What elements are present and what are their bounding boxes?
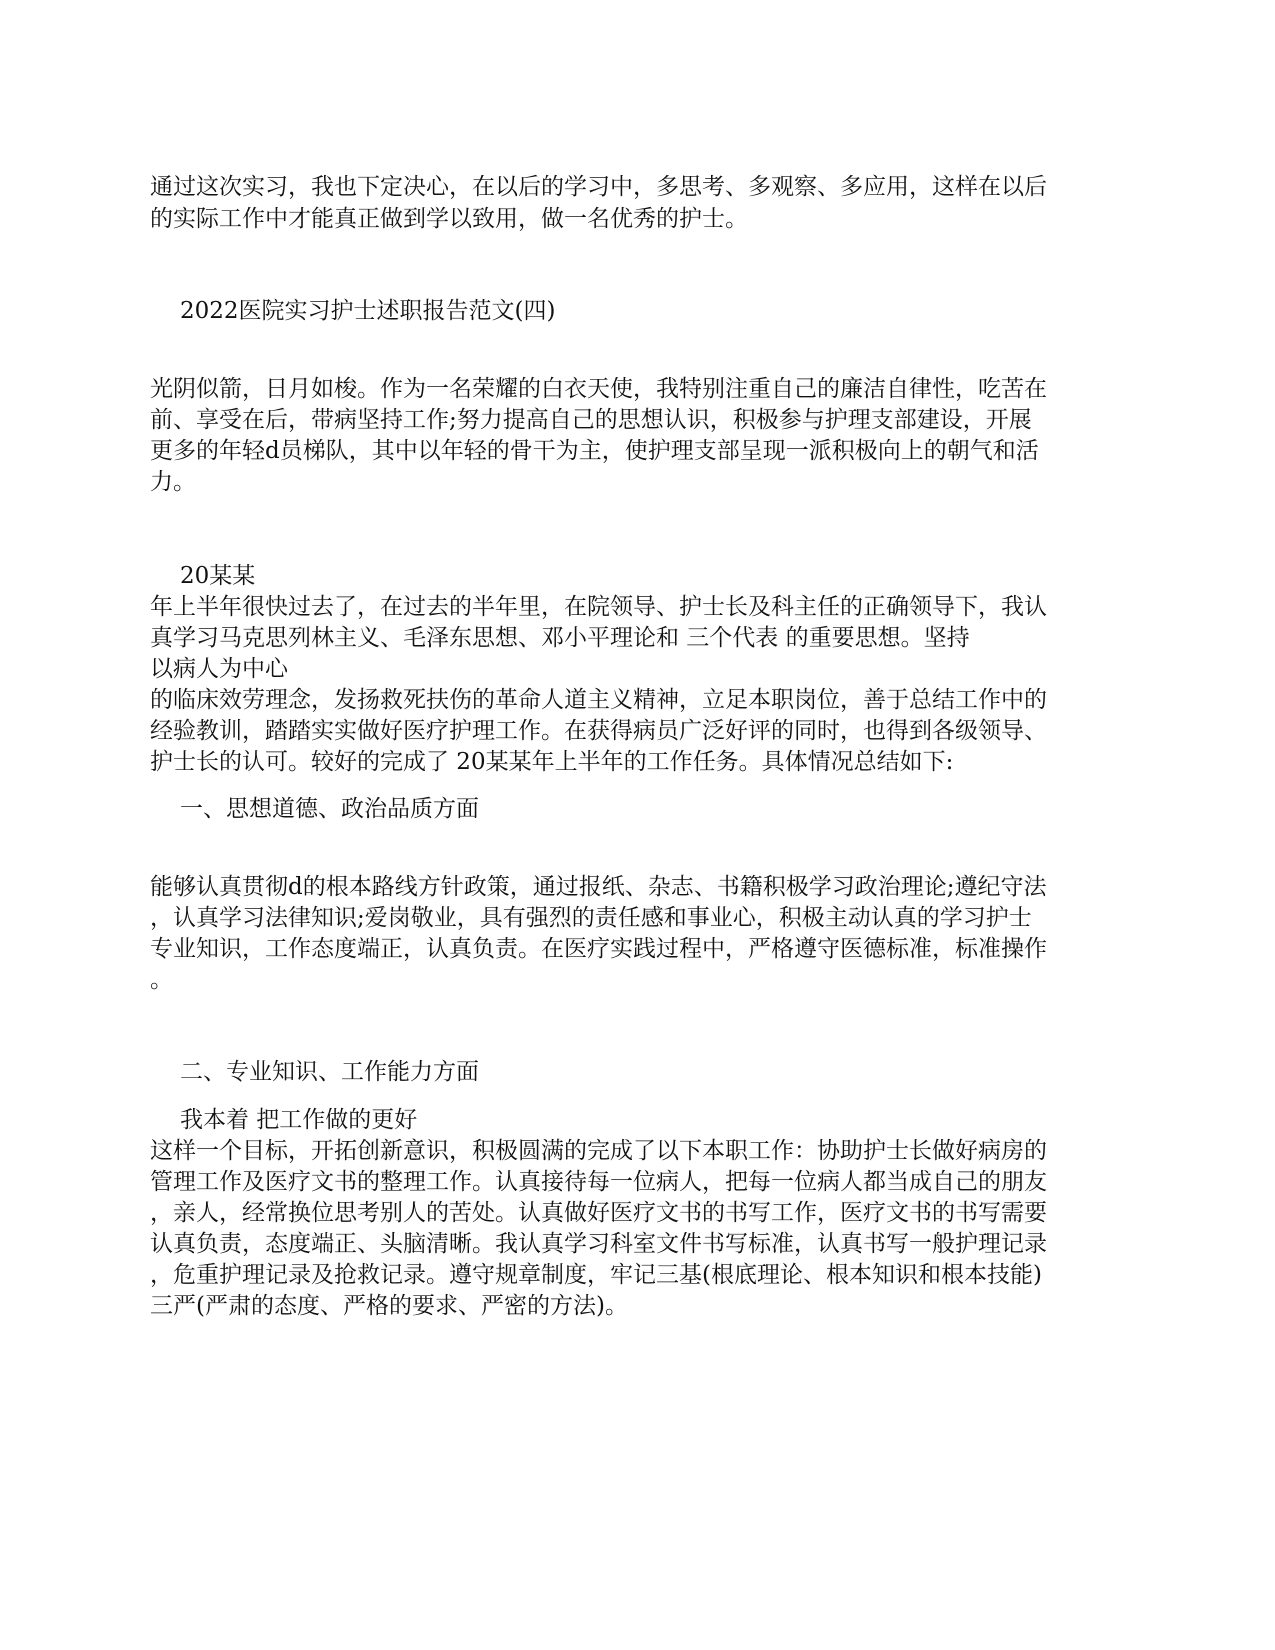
paragraph-intro-line-4: 力。	[150, 469, 196, 495]
paragraph-morality-line-1: 能够认真贯彻d的根本路线方针政策，通过报纸、杂志、书籍积极学习政治理论;遵纪守法	[150, 874, 1047, 900]
paragraph-intro-line-2: 前、享受在后，带病坚持工作;努力提高自己的思想认识，积极参与护理支部建设，开展	[150, 407, 1032, 433]
paragraph-work-line-1: 这样一个目标，开拓创新意识，积极圆满的完成了以下本职工作：协助护士长做好病房的	[150, 1138, 1047, 1164]
paragraph-summary-line-3: 以病人为中心	[150, 656, 288, 682]
paragraph-summary-line-6: 护士长的认可。较好的完成了 20某某年上半年的工作任务。具体情况总结如下:	[150, 749, 954, 775]
paragraph-summary-line-1: 年上半年很快过去了，在过去的半年里，在院领导、护士长及科主任的正确领导下，我认	[150, 594, 1047, 620]
paragraph-work-lead: 我本着 把工作做的更好	[180, 1107, 418, 1133]
paragraph-conclusion-line-1: 通过这次实习，我也下定决心，在以后的学习中，多思考、多观察、多应用，这样在以后	[150, 174, 1047, 200]
paragraph-work-line-6: 三严(严肃的态度、严格的要求、严密的方法)。	[150, 1293, 628, 1319]
paragraph-conclusion-line-2: 的实际工作中才能真正做到学以致用，做一名优秀的护士。	[150, 206, 748, 232]
paragraph-summary-line-4: 的临床效劳理念，发扬救死扶伤的革命人道主义精神，立足本职岗位，善于总结工作中的	[150, 687, 1047, 713]
paragraph-work-line-4: 认真负责，态度端正、头脑清晰。我认真学习科室文件书写标准，认真书写一般护理记录	[150, 1231, 1047, 1257]
paragraph-intro-line-1: 光阴似箭，日月如梭。作为一名荣耀的白衣天使，我特别注重自己的廉洁自律性，吃苦在	[150, 376, 1047, 402]
paragraph-work-line-2: 管理工作及医疗文书的整理工作。认真接待每一位病人，把每一位病人都当成自己的朋友	[150, 1169, 1047, 1195]
paragraph-morality-line-3: 专业知识，工作态度端正，认真负责。在医疗实践过程中，严格遵守医德标准，标准操作	[150, 936, 1047, 962]
paragraph-morality-line-4: 。	[150, 967, 173, 993]
paragraph-summary-line-2: 真学习马克思列林主义、毛泽东思想、邓小平理论和 三个代表 的重要思想。坚持	[150, 625, 970, 651]
heading-section-1: 一、思想道德、政治品质方面	[180, 796, 479, 822]
paragraph-morality-line-2: ，认真学习法律知识;爱岗敬业，具有强烈的责任感和事业心，积极主动认真的学习护士	[150, 905, 1032, 931]
paragraph-work-line-5: ，危重护理记录及抢救记录。遵守规章制度，牢记三基(根底理论、根本知识和根本技能)	[150, 1262, 1042, 1288]
paragraph-work-line-3: ，亲人，经常换位思考别人的苦处。认真做好医疗文书的书写工作，医疗文书的书写需要	[150, 1200, 1047, 1226]
paragraph-summary-line-5: 经验教训，踏踏实实做好医疗护理工作。在获得病员广泛好评的同时，也得到各级领导、	[150, 718, 1047, 744]
heading-section-2: 二、专业知识、工作能力方面	[180, 1059, 479, 1085]
section-title: 2022医院实习护士述职报告范文(四)	[180, 298, 556, 324]
paragraph-intro-line-3: 更多的年轻d员梯队，其中以年轻的骨干为主，使护理支部呈现一派积极向上的朝气和活	[150, 438, 1039, 464]
paragraph-year-label: 20某某	[180, 563, 256, 589]
